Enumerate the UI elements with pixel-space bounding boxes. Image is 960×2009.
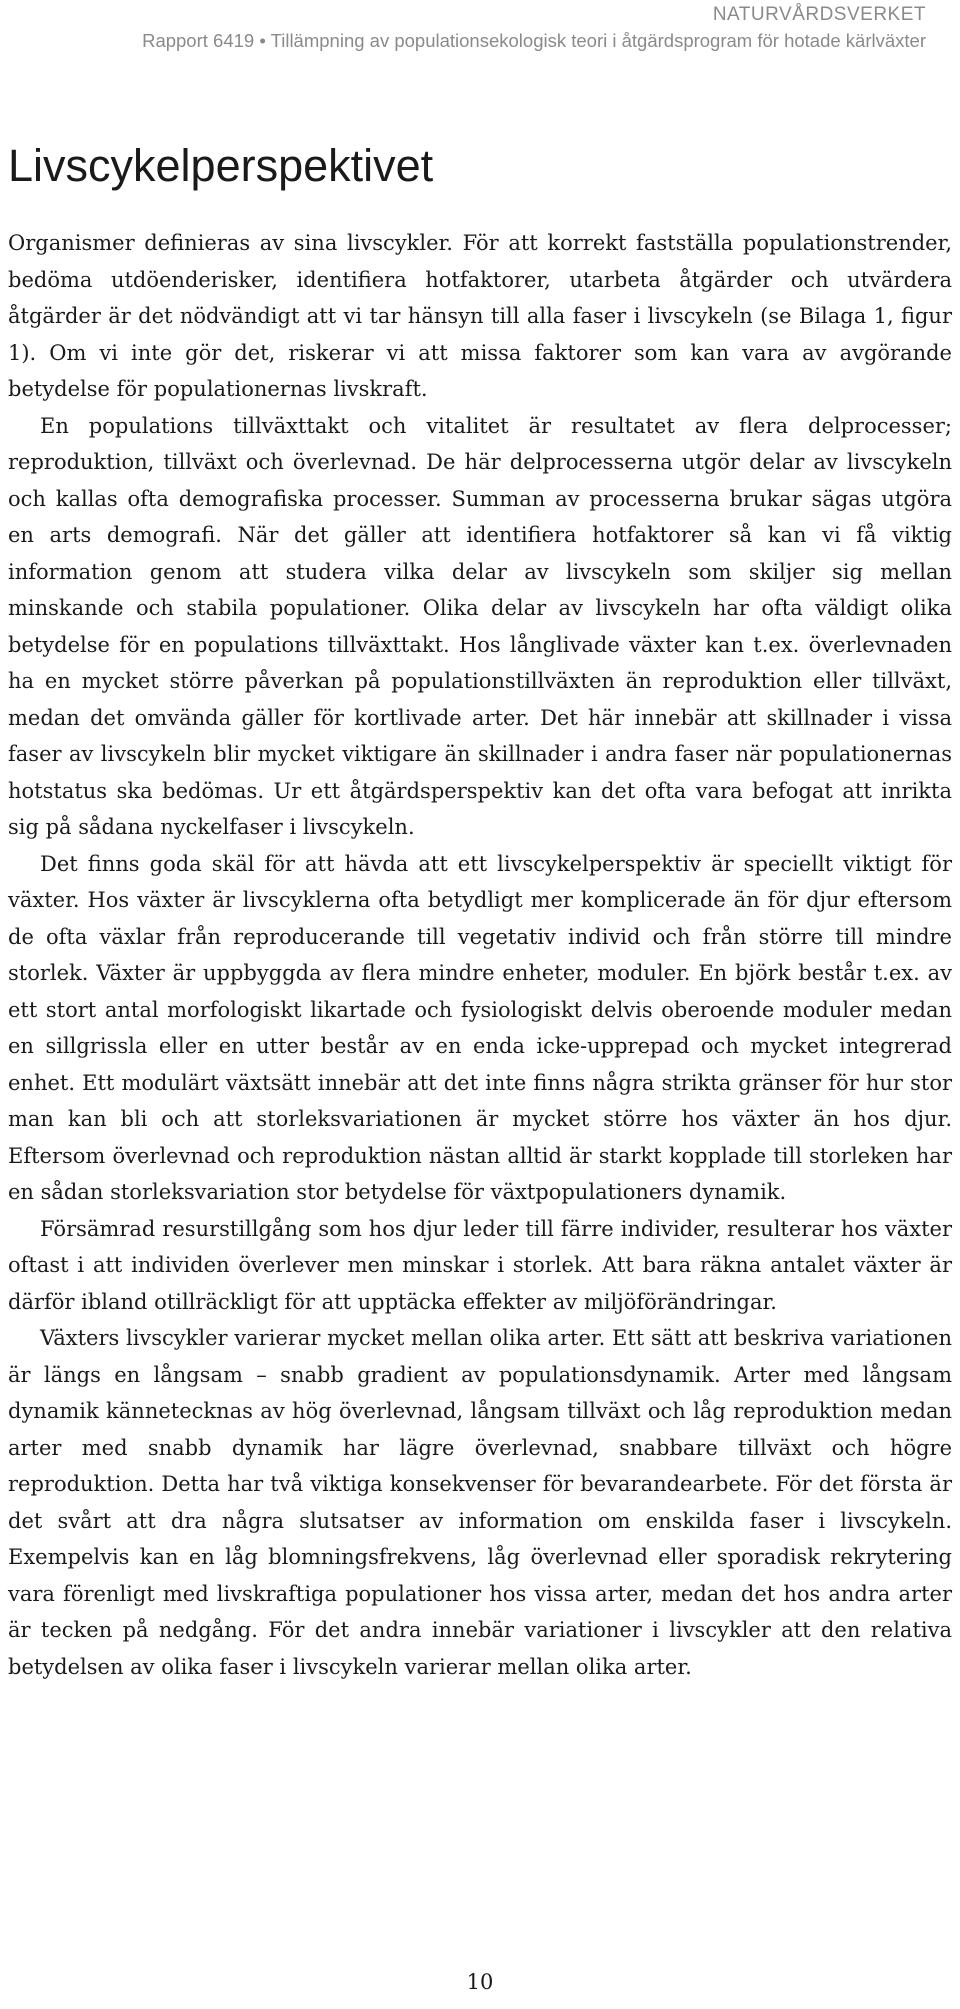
body-text	[8, 225, 952, 1685]
page-number: 10	[466, 1970, 494, 1994]
page-header	[142, 0, 926, 54]
paragraph: Det finns goda skäl för att hävda att ett livscykelperspektiv är speciellt viktigt för växter. Hos växter är livscyklerna ofta betydligt mer komplicerade än för djur eftersom de ofta växlar från reproducerande till vegetativ individ och från större till mindre storlek. Växter är uppbyggda av flera mindre enheter, moduler. En björk består t.ex. av ett stort antal morfologiskt likartade och fysiologiskt delvis oberoende moduler medan en sillgrissla eller en utter består av en enda icke-upprepad och mycket integrerad enhet. Ett modulärt växtsätt innebär att det inte finns några strikta gränser för hur stor man kan bli och att storleksvariationen är mycket större hos växter än hos djur. Eftersom överlevnad och reproduktion nästan alltid är starkt kopplade till storleken har en sådan storleksvariation stor betydelse för växtpopulationers dynamik.	[8, 851, 952, 1204]
paragraph: En populations tillväxttakt och vitalitet är resultatet av flera delprocesser; reproduktion, tillväxt och överlevnad. De här delprocesserna utgör delar av livscykeln och kallas ofta demografiska processer. Summan av processerna brukar sägas utgöra en arts demografi. När det gäller att identifiera hotfaktorer så kan vi få viktig information genom att studera vilka delar av livscykeln som skiljer sig mellan minskande och stabila populationer. Olika delar av livscykeln har ofta väldigt olika betydelse för en populations tillväxttakt. Hos långlivade växter kan t.ex. överlevnaden ha en mycket större påverkan på populationstillväxten än reproduktion eller tillväxt, medan det omvända gäller för kortlivade arter. Det här innebär att skillnader i vissa faser av livscykeln blir mycket viktigare än skillnader i andra faser när populationernas hotstatus ska bedömas. Ur ett åtgärdsperspektiv kan det ofta vara befogat att inrikta sig på sådana nyckelfaser i livscykeln.	[8, 413, 952, 839]
report-line: Rapport 6419 • Tillämpning av populationsekologisk teori i åtgärdsprogram för hotade kärlväxter	[142, 30, 926, 51]
paragraph: Organismer definieras av sina livscykler. För att korrekt fastställa populationstrender, bedöma utdöenderisker, identifiera hotfaktorer, utarbeta åtgärder och utvärdera åtgärder är det nödvändigt att vi tar hänsyn till alla faser i livscykeln (se Bilaga 1, figur 1). Om vi inte gör det, riskerar vi att missa faktorer som kan vara av avgörande betydelse för populationernas livskraft.	[8, 231, 952, 401]
organization-name: NATURVÅRDSVERKET	[712, 4, 926, 25]
section-title: Livscykelperspektivet	[8, 140, 434, 191]
paragraph: Växters livscykler varierar mycket mellan olika arter. Ett sätt att beskriva variationen är längs en långsam – snabb gradient av populationsdynamik. Arter med långsam dynamik kännetecknas av hög överlevnad, långsam tillväxt och låg reproduktion medan arter med snabb dynamik har lägre överlevnad, snabbare tillväxt och högre reproduktion. Detta har två viktiga konsekvenser för bevarandearbete. För det första är det svårt att dra några slutsatser av information om enskilda faser i livscykeln. Exempelvis kan en låg blomningsfrekvens, låg överlevnad eller sporadisk rekrytering vara förenligt med livskraftiga populationer hos vissa arter, medan det hos andra arter är tecken på nedgång. För det andra innebär variationer i livscykler att den relativa betydelsen av olika faser i livscykeln varierar mellan olika arter.	[8, 1326, 952, 1679]
paragraph: Försämrad resurstillgång som hos djur leder till färre individer, resulterar hos växter oftast i att individen överlever men minskar i storlek. Att bara räkna antalet växter är därför ibland otillräckligt för att upptäcka effekter av miljöförändringar.	[8, 1216, 952, 1314]
